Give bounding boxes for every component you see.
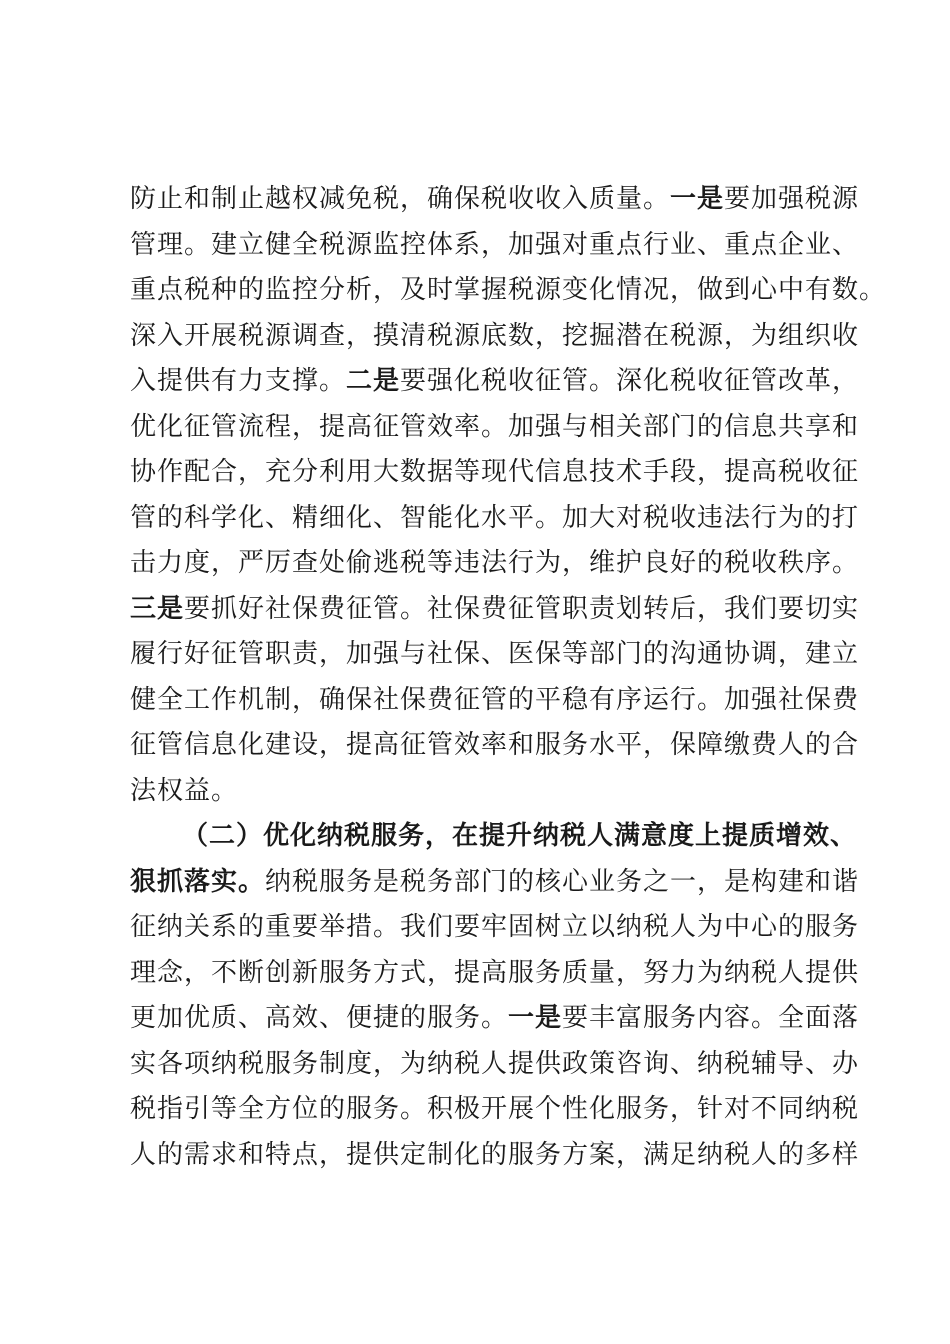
text-line	[130, 1133, 860, 1179]
text-segment: 重点税种的监控分析，及时掌握税源变化情况，做到心中有数。	[130, 275, 887, 305]
bold-text-segment: 一是	[508, 1003, 563, 1033]
text-segment: 深入开展税源调查，摸清税源底数，挖掘潜在税源，为组织收	[130, 320, 860, 351]
text-segment: 要丰富服务内容。全面落	[562, 1003, 860, 1033]
document-body	[130, 177, 887, 1178]
text-segment: 实各项纳税服务制度，为纳税人提供政策咨询、纳税辅导、办	[130, 1048, 860, 1079]
text-segment: 管的科学化、精细化、智能化水平。加大对税收违法行为的打	[130, 502, 860, 533]
text-line	[130, 860, 860, 906]
text-line	[130, 359, 860, 405]
text-line	[130, 723, 860, 769]
text-segment: 优化征管流程，提高征管效率。加强与相关部门的信息共享和	[130, 411, 860, 442]
text-line	[130, 223, 860, 269]
text-line	[130, 996, 860, 1042]
text-segment: 纳税服务是税务部门的核心业务之一，是构建和谐	[265, 866, 860, 897]
bold-text-segment: （二）优化纳税服务，在提升纳税人满意度上提质增效、	[182, 821, 858, 851]
text-segment: 征管信息化建设，提高征管效率和服务水平，保障缴费人的合	[130, 730, 860, 760]
text-segment: 履行好征管职责，加强与社保、医保等部门的沟通协调，建立	[130, 639, 860, 669]
text-line	[130, 314, 860, 360]
text-segment: 健全工作机制，确保社保费征管的平稳有序运行。加强社保费	[130, 684, 860, 715]
text-segment: 税指引等全方位的服务。积极开展个性化服务，针对不同纳税	[130, 1094, 860, 1124]
text-line	[130, 587, 860, 633]
text-segment: 协作配合，充分利用大数据等现代信息技术手段，提高税收征	[130, 457, 860, 487]
text-line	[130, 1042, 860, 1088]
text-segment: 击力度，严厉查处偷逃税等违法行为，维护良好的税收秩序。	[130, 548, 860, 578]
bold-text-segment: 一是	[670, 184, 725, 214]
text-line	[130, 951, 860, 997]
text-segment: 防止和制止越权减免税，确保税收收入质量。	[130, 184, 671, 214]
text-segment: 理念，不断创新服务方式，提高服务质量，努力为纳税人提供	[130, 957, 860, 988]
text-segment: 要强化税收征管。深化税收征管改革，	[400, 366, 860, 396]
text-line	[130, 450, 860, 496]
text-line	[130, 496, 860, 542]
text-segment: 入提供有力支撑。	[130, 366, 347, 396]
bold-text-segment: 二是	[346, 366, 401, 396]
text-segment: 法权益。	[130, 775, 239, 806]
text-line	[130, 177, 860, 223]
text-line	[130, 1087, 860, 1133]
text-line	[130, 268, 887, 314]
text-line	[130, 814, 858, 860]
bold-text-segment: 狠抓落实。	[130, 866, 266, 897]
text-line	[130, 405, 860, 451]
text-segment: 征纳关系的重要举措。我们要牢固树立以纳税人为中心的服务	[130, 912, 860, 942]
bold-text-segment: 三是	[130, 593, 185, 624]
text-segment: 更加优质、高效、便捷的服务。	[130, 1003, 509, 1033]
text-line	[130, 678, 860, 724]
text-line	[130, 905, 860, 951]
text-segment: 人的需求和特点，提供定制化的服务方案，满足纳税人的多样	[130, 1139, 860, 1170]
text-segment: 要抓好社保费征管。社保费征管职责划转后，我们要切实	[184, 593, 860, 624]
text-segment: 要加强税源	[724, 184, 860, 214]
text-line	[130, 769, 830, 815]
text-line	[130, 632, 860, 678]
text-line	[130, 541, 860, 587]
text-segment: 管理。建立健全税源监控体系，加强对重点行业、重点企业、	[130, 229, 860, 260]
